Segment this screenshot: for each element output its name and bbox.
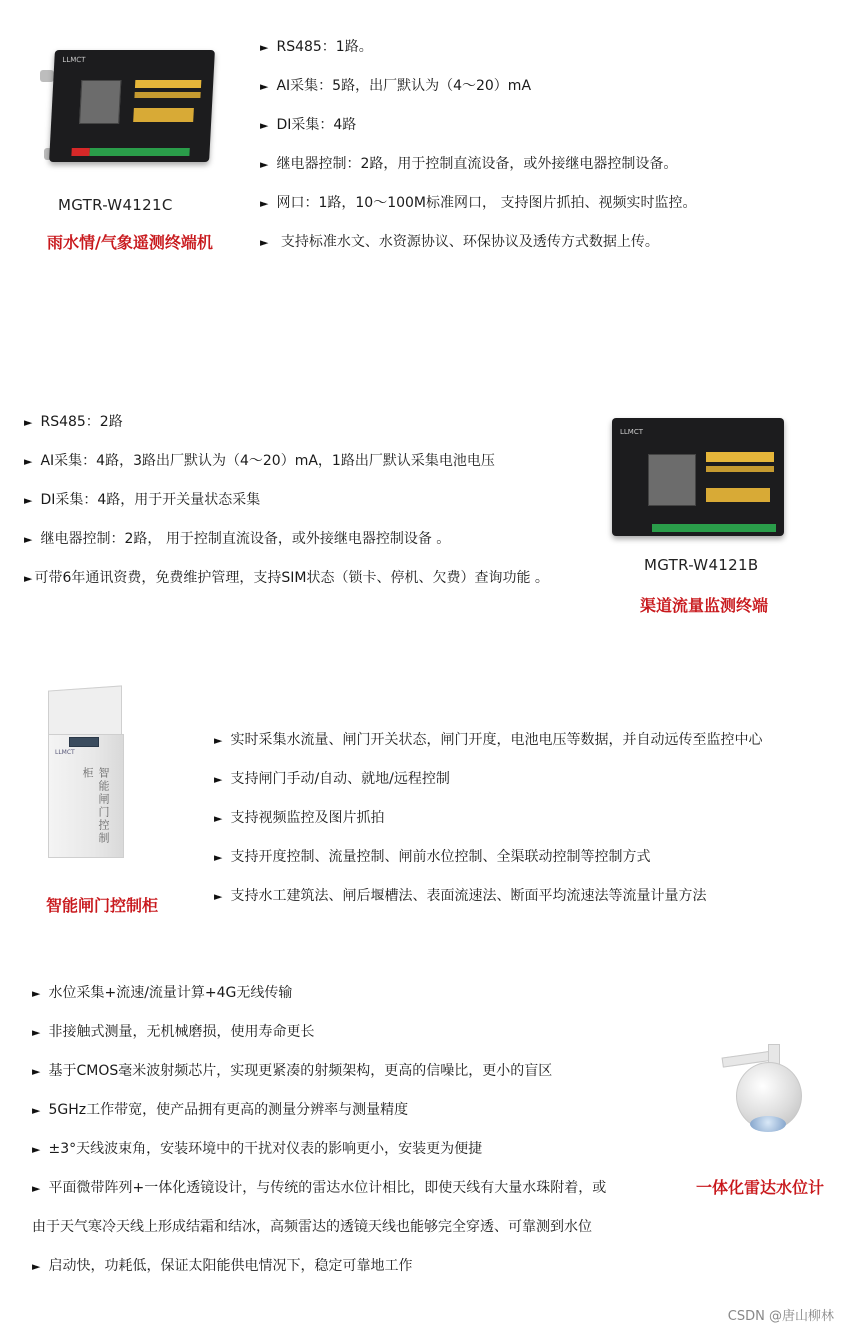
right-pointer-icon: ► (24, 416, 33, 429)
brand-logo: LLMCT (55, 749, 75, 756)
right-pointer-icon: ► (214, 812, 223, 825)
s3-bullet-3: ► 支持视频监控及图片抓拍 (214, 808, 384, 829)
s3-bullet-2: ► 支持闸门手动/自动、就地/远程控制 (214, 769, 450, 790)
title-channel-flow-terminal: 渠道流量监测终端 (640, 596, 769, 615)
right-pointer-icon: ► (260, 119, 269, 132)
right-pointer-icon: ► (260, 197, 269, 210)
right-pointer-icon: ► (32, 1104, 41, 1117)
right-pointer-icon: ► (32, 1065, 41, 1078)
model-w4121c: MGTR-W4121C (58, 196, 173, 214)
s2-bullet-3: ► DI采集：4路，用于开关量状态采集 (24, 490, 260, 511)
right-pointer-icon: ► (32, 1260, 41, 1273)
s1-bullet-4: ► 继电器控制：2路，用于控制直流设备，或外接继电器控制设备。 (260, 154, 677, 175)
s3-bullet-5: ► 支持水工建筑法、闸后堰槽法、表面流速法、断面平均流速法等流量计量方法 (214, 886, 706, 907)
s4-bullet-5: ► ±3°天线波束角，安装环境中的干扰对仪表的影响更小，安装更为便捷 (32, 1139, 482, 1160)
s2-bullet-4: ► 继电器控制：2路， 用于控制直流设备，或外接继电器控制设备 。 (24, 529, 450, 550)
footer-watermark: CSDN @唐山柳林 (727, 1309, 834, 1324)
model-w4121b: MGTR-W4121B (644, 556, 759, 574)
right-pointer-icon: ► (214, 890, 223, 903)
right-pointer-icon: ► (32, 1143, 41, 1156)
device-image-w4121b (612, 414, 788, 540)
right-pointer-icon: ► (260, 80, 269, 93)
device-image-w4121c (40, 40, 215, 165)
right-pointer-icon: ► (260, 158, 269, 171)
radar-level-meter-image (720, 1044, 804, 1136)
s4-bullet-1: ► 水位采集+流速/流量计算+4G无线传输 (32, 983, 292, 1004)
right-pointer-icon: ► (32, 1026, 41, 1039)
s2-bullet-5: ► 可带6年通讯资费，免费维护管理，支持SIM状态（锁卡、停机、欠费）查询功能 。 (24, 568, 549, 589)
right-pointer-icon: ► (24, 494, 33, 507)
s4-bullet-4: ► 5GHz工作带宽，使产品拥有更高的测量分辨率与测量精度 (32, 1100, 408, 1121)
right-pointer-icon: ► (260, 236, 269, 249)
brand-logo: LLMCT (620, 428, 644, 436)
s1-bullet-6: ► 支持标准水文、水资源协议、环保协议及透传方式数据上传。 (260, 232, 659, 253)
title-rain-weather-terminal: 雨水情/气象遥测终端机 (47, 233, 213, 252)
s4-bullet-2: ► 非接触式测量，无机械磨损，使用寿命更长 (32, 1022, 314, 1043)
right-pointer-icon: ► (24, 455, 33, 468)
gate-control-cabinet-image (44, 688, 128, 860)
s3-bullet-1: ► 实时采集水流量、闸门开关状态，闸门开度，电池电压等数据，并自动远传至监控中心 (214, 730, 762, 751)
right-pointer-icon: ► (24, 572, 33, 585)
right-pointer-icon: ► (24, 533, 33, 546)
s2-bullet-2: ► AI采集：4路，3路出厂默认为（4～20）mA，1路出厂默认采集电池电压 (24, 451, 495, 472)
brand-logo: LLMCT (62, 56, 86, 64)
s1-bullet-3: ► DI采集：4路 (260, 115, 356, 136)
s1-bullet-5: ► 网口：1路，10～100M标准网口， 支持图片抓拍、视频实时监控。 (260, 193, 696, 214)
cabinet-label: 智能闸门控制柜 (81, 767, 110, 845)
s1-bullet-2: ► AI采集：5路，出厂默认为（4～20）mA (260, 76, 531, 97)
s3-bullet-4: ► 支持开度控制、流量控制、闸前水位控制、全渠联动控制等控制方式 (214, 847, 650, 868)
s1-bullet-1: ► RS485：1路。 (260, 37, 373, 58)
s2-bullet-1: ► RS485：2路 (24, 412, 123, 433)
right-pointer-icon: ► (32, 1182, 41, 1195)
s4-bullet-3: ► 基于CMOS毫米波射频芯片，实现更紧凑的射频架构，更高的信噪比，更小的盲区 (32, 1061, 552, 1082)
title-radar-level-meter: 一体化雷达水位计 (696, 1178, 825, 1197)
s4-continuation: 由于天气寒冷天线上形成结霜和结冰，高频雷达的透镜天线也能够完全穿透、可靠测到水位 (32, 1219, 592, 1235)
s4-bullet-7: ► 启动快，功耗低，保证太阳能供电情况下，稳定可靠地工作 (32, 1256, 412, 1277)
right-pointer-icon: ► (32, 987, 41, 1000)
right-pointer-icon: ► (214, 851, 223, 864)
right-pointer-icon: ► (214, 773, 223, 786)
right-pointer-icon: ► (214, 734, 223, 747)
s4-bullet-6: ► 平面微带阵列+一体化透镜设计，与传统的雷达水位计相比，即使天线有大量水珠附着，或 (32, 1178, 606, 1199)
right-pointer-icon: ► (260, 41, 269, 54)
title-smart-gate-cabinet: 智能闸门控制柜 (46, 896, 159, 915)
